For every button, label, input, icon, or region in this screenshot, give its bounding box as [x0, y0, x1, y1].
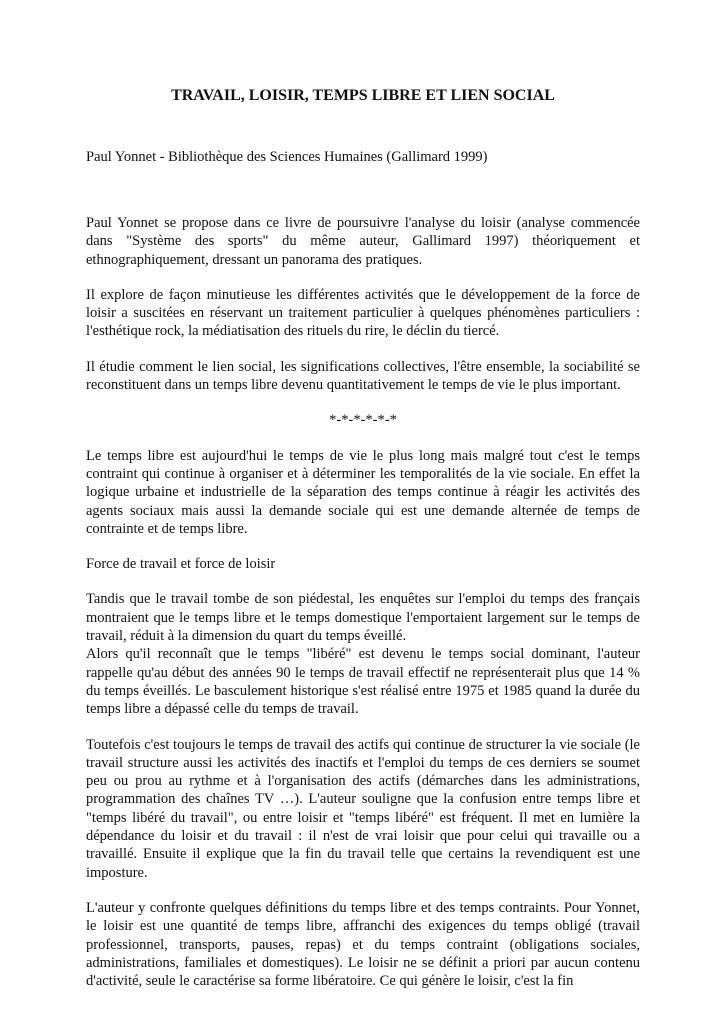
paragraph-explore: Il explore de façon minutieuse les différentes activités que le développement de la force de loisir a suscitées en réservant un traitement particulier à quelques phénomènes particuliers : l'esthétique rock, la médiatisation des rituels du rire, le déclin du tiercé. — [86, 286, 640, 340]
paragraph-temps-libre: Le temps libre est aujourd'hui le temps de vie le plus long mais malgré tout c'est le temps contraint qui continue à organiser et à déterminer les temporalités de la vie sociale. En effet la logique urbaine et industrielle de la séparation des temps continue à réagir les activités des agents sociaux mais aussi la demande sociale qui est une demande alternée de temps de contrainte et de temps libre. — [86, 447, 640, 537]
section-separator: *-*-*-*-*-* — [329, 412, 397, 429]
paragraph-toutefois: Toutefois c'est toujours le temps de travail des actifs qui continue de structurer la vie sociale (le travail structure aussi les activités des inactifs et l'emploi du temps de ces derniers se soumet peu ou prou au rythme et à l'organisation des actifs (démarches dans les administrations, programmation des chaînes TV …). L'auteur souligne que la confusion entre temps libre et "temps libéré du travail", ou entre loisir et "temps libéré" est fréquent. Il met en lumière la dépendance du loisir et du travail : il n'est de vrai loisir que pour celui qui travaille ou a travaillé. Ensuite il explique que la fin du travail telle que certains la revendiquent est une imposture. — [86, 736, 640, 881]
document-page — [86, 0, 640, 1024]
document-body — [86, 214, 640, 990]
page-title: TRAVAIL, LOISIR, TEMPS LIBRE ET LIEN SOCIAL — [171, 87, 555, 104]
paragraph-intro: Paul Yonnet se propose dans ce livre de poursuivre l'analyse du loisir (analyse commencée dans "Système des sports" du même auteur, Gallimard 1997) théoriquement et ethnographiquement, dressant un panorama des pratiques. — [86, 215, 640, 268]
paragraph-temps-libere: Alors qu'il reconnaît que le temps "libéré" est devenu le temps social dominant, l'auteur rappelle qu'au début des années 90 le temps de travail effectif ne représenterait plus que 14 % du temps éveillés. Le basculement historique s'est réalisé entre 1975 et 1985 quand la durée du temps libre a dépassé celle du temps de travail. — [86, 646, 640, 718]
book-reference: Paul Yonnet - Bibliothèque des Sciences Humaines (Gallimard 1999) — [86, 149, 488, 165]
paragraph-definitions: L'auteur y confronte quelques définitions du temps libre et des temps contraints. Pour Yonnet, le loisir est une quantité de temps libre, affranchi des exigences du temps obligé (travail professionnel, transports, pauses, repas) et du temps contraint (obligations sociales, administrations, familiales et domestiques). Le loisir ne se définit a priori par aucun contenu d'activité, seule le caractérise sa forme libératoire. Ce qui génère le loisir, c'est la fin — [86, 899, 640, 990]
section-heading: Force de travail et force de loisir — [86, 556, 276, 573]
paragraph-enquetes: Tandis que le travail tombe de son piédestal, les enquêtes sur l'emploi du temps des français montraient que le temps libre et le temps domestique l'emportaient largement sur le temps de travail, réduit à la dimension du quart du temps éveillé. — [86, 591, 640, 645]
paragraph-lien-social: Il étudie comment le lien social, les significations collectives, l'être ensemble, la sociabilité se reconstituent dans un temps libre devenu quantitativement le temps de vie le plus important. — [86, 358, 640, 394]
